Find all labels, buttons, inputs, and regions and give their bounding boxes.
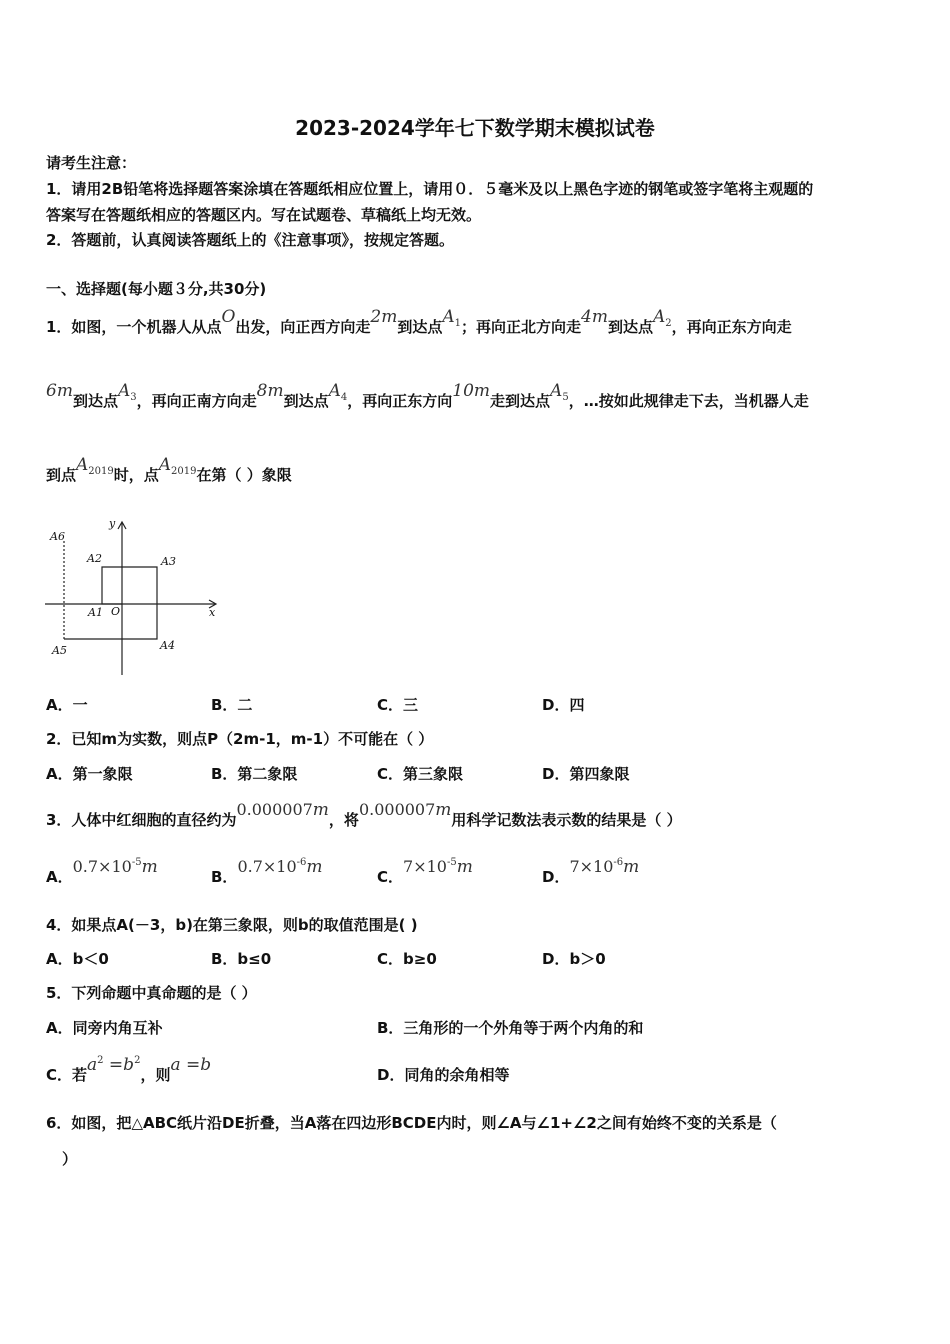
notice-heading: 请考生注意： xyxy=(46,154,137,172)
q1-text: 到达点 xyxy=(72,392,118,410)
q1-line-1 xyxy=(46,307,792,337)
q1-text: ，再向正东方向 xyxy=(347,392,453,410)
label-a4: A4 xyxy=(160,639,175,652)
q5-option-c: C．若$a^2 =b^2$，则a =b xyxy=(46,1055,212,1084)
label-a1: A1 xyxy=(88,606,103,619)
q2-option-a: A．第一象限 xyxy=(46,765,133,783)
q5-option-b: B．三角形的一个外角等于两个内角的和 xyxy=(377,1019,644,1037)
q1-text: ，再向正东方向走 xyxy=(671,318,792,336)
q3-text-part: ，将 xyxy=(328,811,359,829)
q1-distance: 2m xyxy=(370,307,398,327)
robot-path xyxy=(64,567,157,639)
label-a5: A5 xyxy=(52,644,67,657)
q1-text: 到达点 xyxy=(283,392,329,410)
label-y: y xyxy=(109,517,116,530)
q1-point-a2019: $A_{2019}$ xyxy=(76,455,114,477)
q1-text: 在第（ ）象限 xyxy=(196,466,292,484)
q1-text: 出发，向正西方向走 xyxy=(235,318,371,336)
q1-point-a2019: $A_{2019}$ xyxy=(158,455,197,477)
q1-point-a5: $A_5$ xyxy=(550,381,569,403)
q1-figure xyxy=(40,515,230,680)
q5-option-a: A．同旁内角互补 xyxy=(46,1019,163,1037)
q1-distance: 4m xyxy=(581,307,608,327)
q1-distance: 6m xyxy=(46,381,73,401)
q3-text-part: 用科学记数法表示数的结果是（ ） xyxy=(451,811,682,829)
q3-text xyxy=(46,800,682,830)
q1-text: 到点 xyxy=(46,466,77,484)
q1-text: ，…按如此规律走下去，当机器人走 xyxy=(568,392,809,410)
notice-item-2: 2．答题前，认真阅读答题纸上的《注意事项》，按规定答题。 xyxy=(46,231,454,249)
q4-option-d: D．b＞0 xyxy=(542,950,606,968)
q1-text: 到达点 xyxy=(397,318,443,336)
q1-line-2 xyxy=(46,381,809,411)
q1-point-a1: $A_1$ xyxy=(442,307,462,329)
q2-text: 2．已知m为实数，则点P（2m-1，m-1）不可能在（ ） xyxy=(46,730,434,748)
q6-line-1: 6．如图，把△ABC纸片沿DE折叠，当A落在四边形BCDE内时，则∠A与∠1+∠2之间有始终不变的关系是（ xyxy=(46,1114,777,1132)
label-a3: A3 xyxy=(161,555,176,568)
q1-text: ，再向正南方向走 xyxy=(136,392,257,410)
section-heading: 一、选择题(每小题３分,共30分) xyxy=(46,280,267,298)
q1-option-d: D．四 xyxy=(542,696,585,714)
q1-line-3 xyxy=(46,455,292,485)
q2-option-c: C．第三象限 xyxy=(377,765,464,783)
q1-distance: 8m xyxy=(256,381,284,401)
q4-option-c: C．b≥0 xyxy=(377,950,437,968)
q1-text: 到达点 xyxy=(607,318,653,336)
label-x: x xyxy=(209,606,216,619)
q1-text: ；再向正北方向走 xyxy=(461,318,582,336)
q5-text: 5．下列命题中真命题的是（ ） xyxy=(46,984,257,1002)
q1-point-a4: $A_4$ xyxy=(328,381,348,403)
q3-option-a: A．$0.7\times 10^{-5}m$ xyxy=(46,857,158,886)
q3-value: 0.000007m xyxy=(236,800,329,820)
q1-option-a: A．一 xyxy=(46,696,88,714)
q2-option-b: B．第二象限 xyxy=(211,765,298,783)
q1-text: 时，点 xyxy=(113,466,159,484)
q4-option-b: B．b≤0 xyxy=(211,950,272,968)
page-title: 2023-2024学年七下数学期末模拟试卷 xyxy=(295,116,655,140)
label-a6: A6 xyxy=(50,530,65,543)
q4-option-a: A．b＜0 xyxy=(46,950,109,968)
q1-point-o: O xyxy=(221,307,236,327)
q3-option-d: D．$7\times 10^{-6}m$ xyxy=(542,857,640,886)
q2-option-d: D．第四象限 xyxy=(542,765,630,783)
q3-option-b: B．$0.7\times 10^{-6}m$ xyxy=(211,857,323,886)
q4-text: 4．如果点A(－3，b)在第三象限，则b的取值范围是( ) xyxy=(46,916,418,934)
q1-option-b: B．二 xyxy=(211,696,253,714)
q1-point-a2: $A_2$ xyxy=(652,307,672,329)
label-a2: A2 xyxy=(87,552,102,565)
q3-text-part: 3．人体中红细胞的直径约为 xyxy=(46,811,237,829)
q3-value: 0.000007m xyxy=(358,800,452,820)
q3-option-c: C．$7\times 10^{-5}m$ xyxy=(377,857,473,886)
q5-option-d: D．同角的余角相等 xyxy=(377,1066,510,1084)
q1-distance: 10m xyxy=(452,381,491,401)
notice-item-1-line-1: 1．请用2B铅笔将选择题答案涂填在答题纸相应位置上，请用０．５毫米及以上黑色字迹的钢笔或签字笔将主观题的 xyxy=(46,180,814,198)
q1-point-a3: $A_3$ xyxy=(117,381,137,403)
label-o: O xyxy=(111,605,121,618)
notice-item-1-line-2: 答案写在答题纸相应的答题区内。写在试题卷、草稿纸上均无效。 xyxy=(46,206,482,224)
q6-line-2: ） xyxy=(62,1150,78,1168)
q1-text: 1．如图，一个机器人从点 xyxy=(46,318,222,336)
q1-text: 走到达点 xyxy=(490,392,551,410)
q1-option-c: C．三 xyxy=(377,696,419,714)
